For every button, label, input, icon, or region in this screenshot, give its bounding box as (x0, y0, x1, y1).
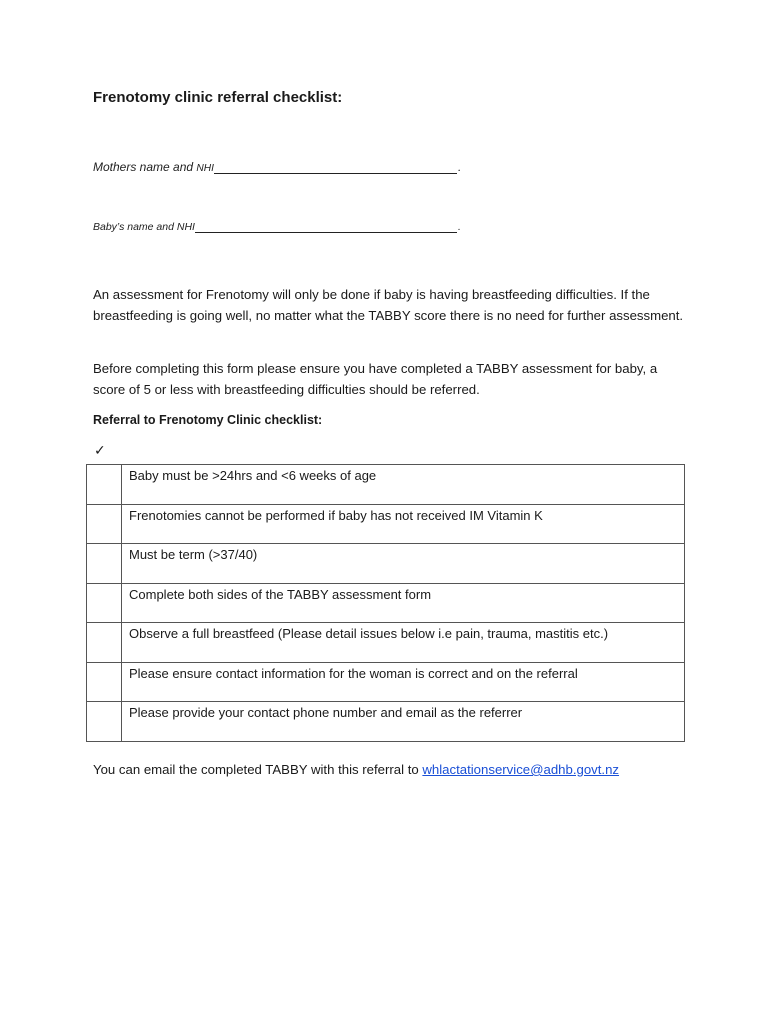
page-title: Frenotomy clinic referral checklist: (93, 89, 343, 106)
mother-name-label: Mothers name and (93, 160, 194, 174)
email-instruction (93, 762, 619, 777)
checklist-heading: Referral to Frenotomy Clinic checklist: (93, 413, 323, 427)
checklist-row (87, 662, 685, 702)
checklist-checkbox[interactable] (87, 583, 122, 623)
checklist-row (87, 623, 685, 663)
mother-name-field[interactable] (93, 160, 461, 174)
checklist-row (87, 465, 685, 505)
checklist-item: Frenotomies cannot be performed if baby has not received IM Vitamin K (122, 504, 685, 544)
baby-name-field[interactable] (93, 221, 461, 233)
checklist-checkbox[interactable] (87, 544, 122, 584)
checkmark-icon: ✓ (94, 443, 106, 459)
checklist-row (87, 544, 685, 584)
checklist-checkbox[interactable] (87, 623, 122, 663)
checklist-checkbox[interactable] (87, 504, 122, 544)
mother-name-blank[interactable] (214, 161, 457, 174)
email-link[interactable]: whlactationservice@adhb.govt.nz (422, 762, 620, 777)
tabby-paragraph: Before completing this form please ensure you have completed a TABBY assessment for baby, a score of 5 or less with breastfeeding difficulties should be referred. (93, 361, 658, 397)
email-instruction-text: You can email the completed TABBY with this referral to (93, 762, 423, 777)
baby-name-label: Baby’s name and NHI (93, 221, 195, 233)
checklist-row (87, 504, 685, 544)
baby-name-blank[interactable] (195, 222, 457, 234)
checklist-item: Please ensure contact information for the woman is correct and on the referral (122, 662, 685, 702)
mother-nhi-label: NHI (196, 163, 214, 174)
checklist-row (87, 702, 685, 742)
assessment-paragraph: An assessment for Frenotomy will only be done if baby is having breastfeeding difficulties. If the breastfeeding is going well, no matter what the TABBY score there is no need for further assessment. (93, 287, 684, 323)
checklist-row (87, 583, 685, 623)
checklist-item: Observe a full breastfeed (Please detail issues below i.e pain, trauma, mastitis etc.) (122, 623, 685, 663)
checklist-checkbox[interactable] (87, 662, 122, 702)
checklist-checkbox[interactable] (87, 702, 122, 742)
referral-checklist-table (86, 464, 685, 742)
checklist-item: Must be term (>37/40) (122, 544, 685, 584)
checklist-item: Complete both sides of the TABBY assessment form (122, 583, 685, 623)
baby-end-mark: . (457, 221, 461, 233)
checklist-checkbox[interactable] (87, 465, 122, 505)
checklist-item: Please provide your contact phone number and email as the referrer (122, 702, 685, 742)
checklist-item: Baby must be >24hrs and <6 weeks of age (122, 465, 685, 505)
mother-end-mark: . (457, 160, 462, 174)
